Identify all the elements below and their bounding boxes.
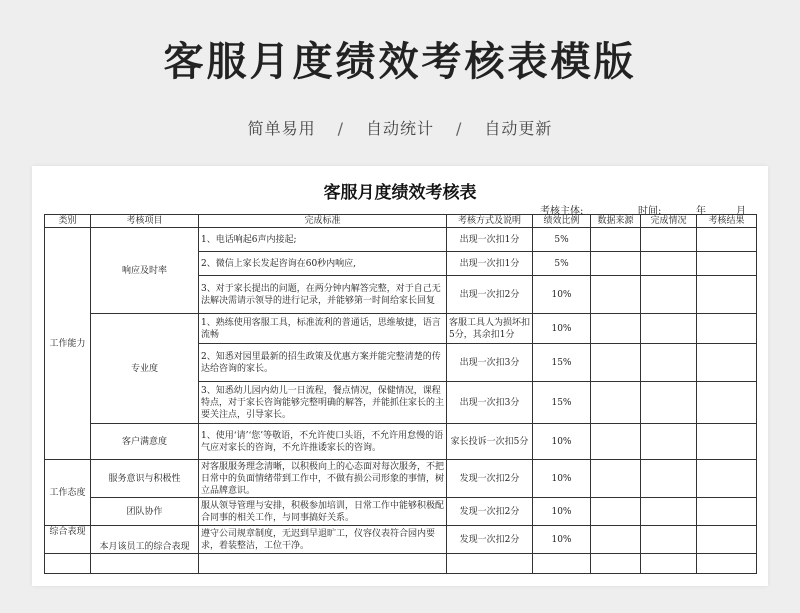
feature-separator: / bbox=[337, 119, 344, 138]
method-cell: 发现一次扣2分 bbox=[447, 460, 533, 498]
ratio-cell: 15% bbox=[533, 382, 591, 424]
ratio-cell: 10% bbox=[533, 276, 591, 314]
empty-cell[interactable] bbox=[641, 554, 697, 574]
header-result: 考核结果 bbox=[697, 215, 757, 228]
ratio-cell: 10% bbox=[533, 526, 591, 554]
banner-features bbox=[0, 116, 800, 139]
table-row bbox=[45, 460, 757, 498]
category-work-ability: 工作能力 bbox=[45, 228, 91, 460]
method-cell: 发现一次扣2分 bbox=[447, 498, 533, 526]
method-cell: 出现一次扣2分 bbox=[447, 276, 533, 314]
result-cell[interactable] bbox=[697, 498, 757, 526]
header-ratio: 绩效比例 bbox=[533, 215, 591, 228]
standard-cell: 3、知悉幼儿园内幼儿一日流程，餐点情况，保健情况，课程特点，对于家长咨询能够完整明确的解答，并能抓住家长的主要关注点，引导家长。 bbox=[199, 382, 447, 424]
completion-cell[interactable] bbox=[641, 460, 697, 498]
table-header-row bbox=[45, 215, 757, 228]
empty-cell[interactable] bbox=[447, 554, 533, 574]
result-cell[interactable] bbox=[697, 424, 757, 460]
completion-cell[interactable] bbox=[641, 228, 697, 252]
feature-auto-update: 自动更新 bbox=[484, 119, 553, 138]
feature-separator: / bbox=[456, 119, 463, 138]
header-method: 考核方式及说明 bbox=[447, 215, 533, 228]
empty-cell[interactable] bbox=[91, 554, 199, 574]
empty-cell[interactable] bbox=[45, 554, 91, 574]
standard-cell: 对客服服务理念清晰，以积极向上的心态面对每次服务，不把日常中的负面情绪带到工作中，不做有损公司形象的事情，树立品牌意识。 bbox=[199, 460, 447, 498]
header-item: 考核项目 bbox=[91, 215, 199, 228]
result-cell[interactable] bbox=[697, 228, 757, 252]
ratio-cell: 10% bbox=[533, 424, 591, 460]
empty-cell[interactable] bbox=[591, 554, 641, 574]
standard-cell: 1、使用‘请’‘您’等敬语，不允许使口头语，不允许用怠慢的语气应对家长的咨询，不允许推诿家长的咨询。 bbox=[199, 424, 447, 460]
table-row bbox=[45, 526, 757, 554]
method-cell: 出现一次扣1分 bbox=[447, 252, 533, 276]
standard-cell: 1、熟练使用客服工具，标准流利的普通话，思维敏捷，语言流畅 bbox=[199, 314, 447, 344]
item-response: 响应及时率 bbox=[91, 228, 199, 314]
standard-cell: 遵守公司规章制度，无迟到早退旷工，仪容仪表符合园内要求，着装整洁，工位干净。 bbox=[199, 526, 447, 554]
source-cell[interactable] bbox=[591, 252, 641, 276]
time-label: 时间: bbox=[638, 206, 662, 217]
completion-cell[interactable] bbox=[641, 314, 697, 344]
completion-cell[interactable] bbox=[641, 344, 697, 382]
header-completion: 完成情况 bbox=[641, 215, 697, 228]
sheet-title: 客服月度绩效考核表 bbox=[323, 183, 477, 203]
completion-cell[interactable] bbox=[641, 526, 697, 554]
empty-cell[interactable] bbox=[199, 554, 447, 574]
source-cell[interactable] bbox=[591, 276, 641, 314]
completion-cell[interactable] bbox=[641, 498, 697, 526]
header-standard: 完成标准 bbox=[199, 215, 447, 228]
method-cell: 出现一次扣1分 bbox=[447, 228, 533, 252]
standard-cell: 服从领导管理与安排，积极参加培训，日常工作中能够积极配合同事的相关工作，与同事搞好关系。 bbox=[199, 498, 447, 526]
spreadsheet-sheet bbox=[32, 166, 768, 586]
method-cell: 客服工具人为损坏扣5分，其余扣1分 bbox=[447, 314, 533, 344]
result-cell[interactable] bbox=[697, 252, 757, 276]
ratio-cell: 10% bbox=[533, 314, 591, 344]
assessment-table bbox=[44, 214, 757, 574]
standard-cell: 2、知悉对园里最新的招生政策及优惠方案并能完整清楚的传达给咨询的家长。 bbox=[199, 344, 447, 382]
result-cell[interactable] bbox=[697, 314, 757, 344]
completion-cell[interactable] bbox=[641, 252, 697, 276]
month-label: 月 bbox=[736, 206, 746, 217]
source-cell[interactable] bbox=[591, 424, 641, 460]
category-overall: 综合表现 bbox=[45, 526, 91, 554]
completion-cell[interactable] bbox=[641, 424, 697, 460]
completion-cell[interactable] bbox=[641, 276, 697, 314]
table-row bbox=[45, 228, 757, 252]
source-cell[interactable] bbox=[591, 460, 641, 498]
item-team: 团队协作 bbox=[91, 498, 199, 526]
table-row bbox=[45, 424, 757, 460]
header-source: 数据来源 bbox=[591, 215, 641, 228]
method-cell: 出现一次扣3分 bbox=[447, 382, 533, 424]
header-category: 类别 bbox=[45, 215, 91, 228]
ratio-cell: 15% bbox=[533, 344, 591, 382]
empty-cell[interactable] bbox=[697, 554, 757, 574]
ratio-cell: 10% bbox=[533, 460, 591, 498]
category-work-attitude: 工作态度 bbox=[45, 460, 91, 526]
source-cell[interactable] bbox=[591, 314, 641, 344]
feature-easy: 简单易用 bbox=[247, 119, 316, 138]
item-satisfaction: 客户满意度 bbox=[91, 424, 199, 460]
banner-title: 客服月度绩效考核表模版 bbox=[163, 39, 637, 85]
source-cell[interactable] bbox=[591, 344, 641, 382]
ratio-cell: 10% bbox=[533, 498, 591, 526]
method-cell: 家长投诉一次扣5分 bbox=[447, 424, 533, 460]
table-row bbox=[45, 314, 757, 344]
ratio-cell: 5% bbox=[533, 228, 591, 252]
subject-label: 考核主体: bbox=[540, 206, 584, 217]
standard-cell: 1、电话响起6声内接起; bbox=[199, 228, 447, 252]
year-label: 年 bbox=[696, 206, 706, 217]
item-overall: 本月该员工的综合表现 bbox=[91, 526, 199, 554]
standard-cell: 2、微信上家长发起咨询在60秒内响应, bbox=[199, 252, 447, 276]
source-cell[interactable] bbox=[591, 526, 641, 554]
result-cell[interactable] bbox=[697, 344, 757, 382]
feature-auto-stats: 自动统计 bbox=[365, 119, 434, 138]
table-row bbox=[45, 554, 757, 574]
source-cell[interactable] bbox=[591, 498, 641, 526]
item-professional: 专业度 bbox=[91, 314, 199, 424]
result-cell[interactable] bbox=[697, 382, 757, 424]
standard-cell: 3、对于家长提出的问题，在两分钟内解答完整，对于自己无法解决需请示领导的进行记录，并能够第一时间给家长回复 bbox=[199, 276, 447, 314]
result-cell[interactable] bbox=[697, 460, 757, 498]
source-cell[interactable] bbox=[591, 228, 641, 252]
item-service: 服务意识与积极性 bbox=[91, 460, 199, 498]
completion-cell[interactable] bbox=[641, 382, 697, 424]
method-cell: 发现一次扣2分 bbox=[447, 526, 533, 554]
result-cell[interactable] bbox=[697, 526, 757, 554]
source-cell[interactable] bbox=[591, 382, 641, 424]
table-row bbox=[45, 498, 757, 526]
empty-cell[interactable] bbox=[533, 554, 591, 574]
result-cell[interactable] bbox=[697, 276, 757, 314]
method-cell: 出现一次扣3分 bbox=[447, 344, 533, 382]
ratio-cell: 5% bbox=[533, 252, 591, 276]
